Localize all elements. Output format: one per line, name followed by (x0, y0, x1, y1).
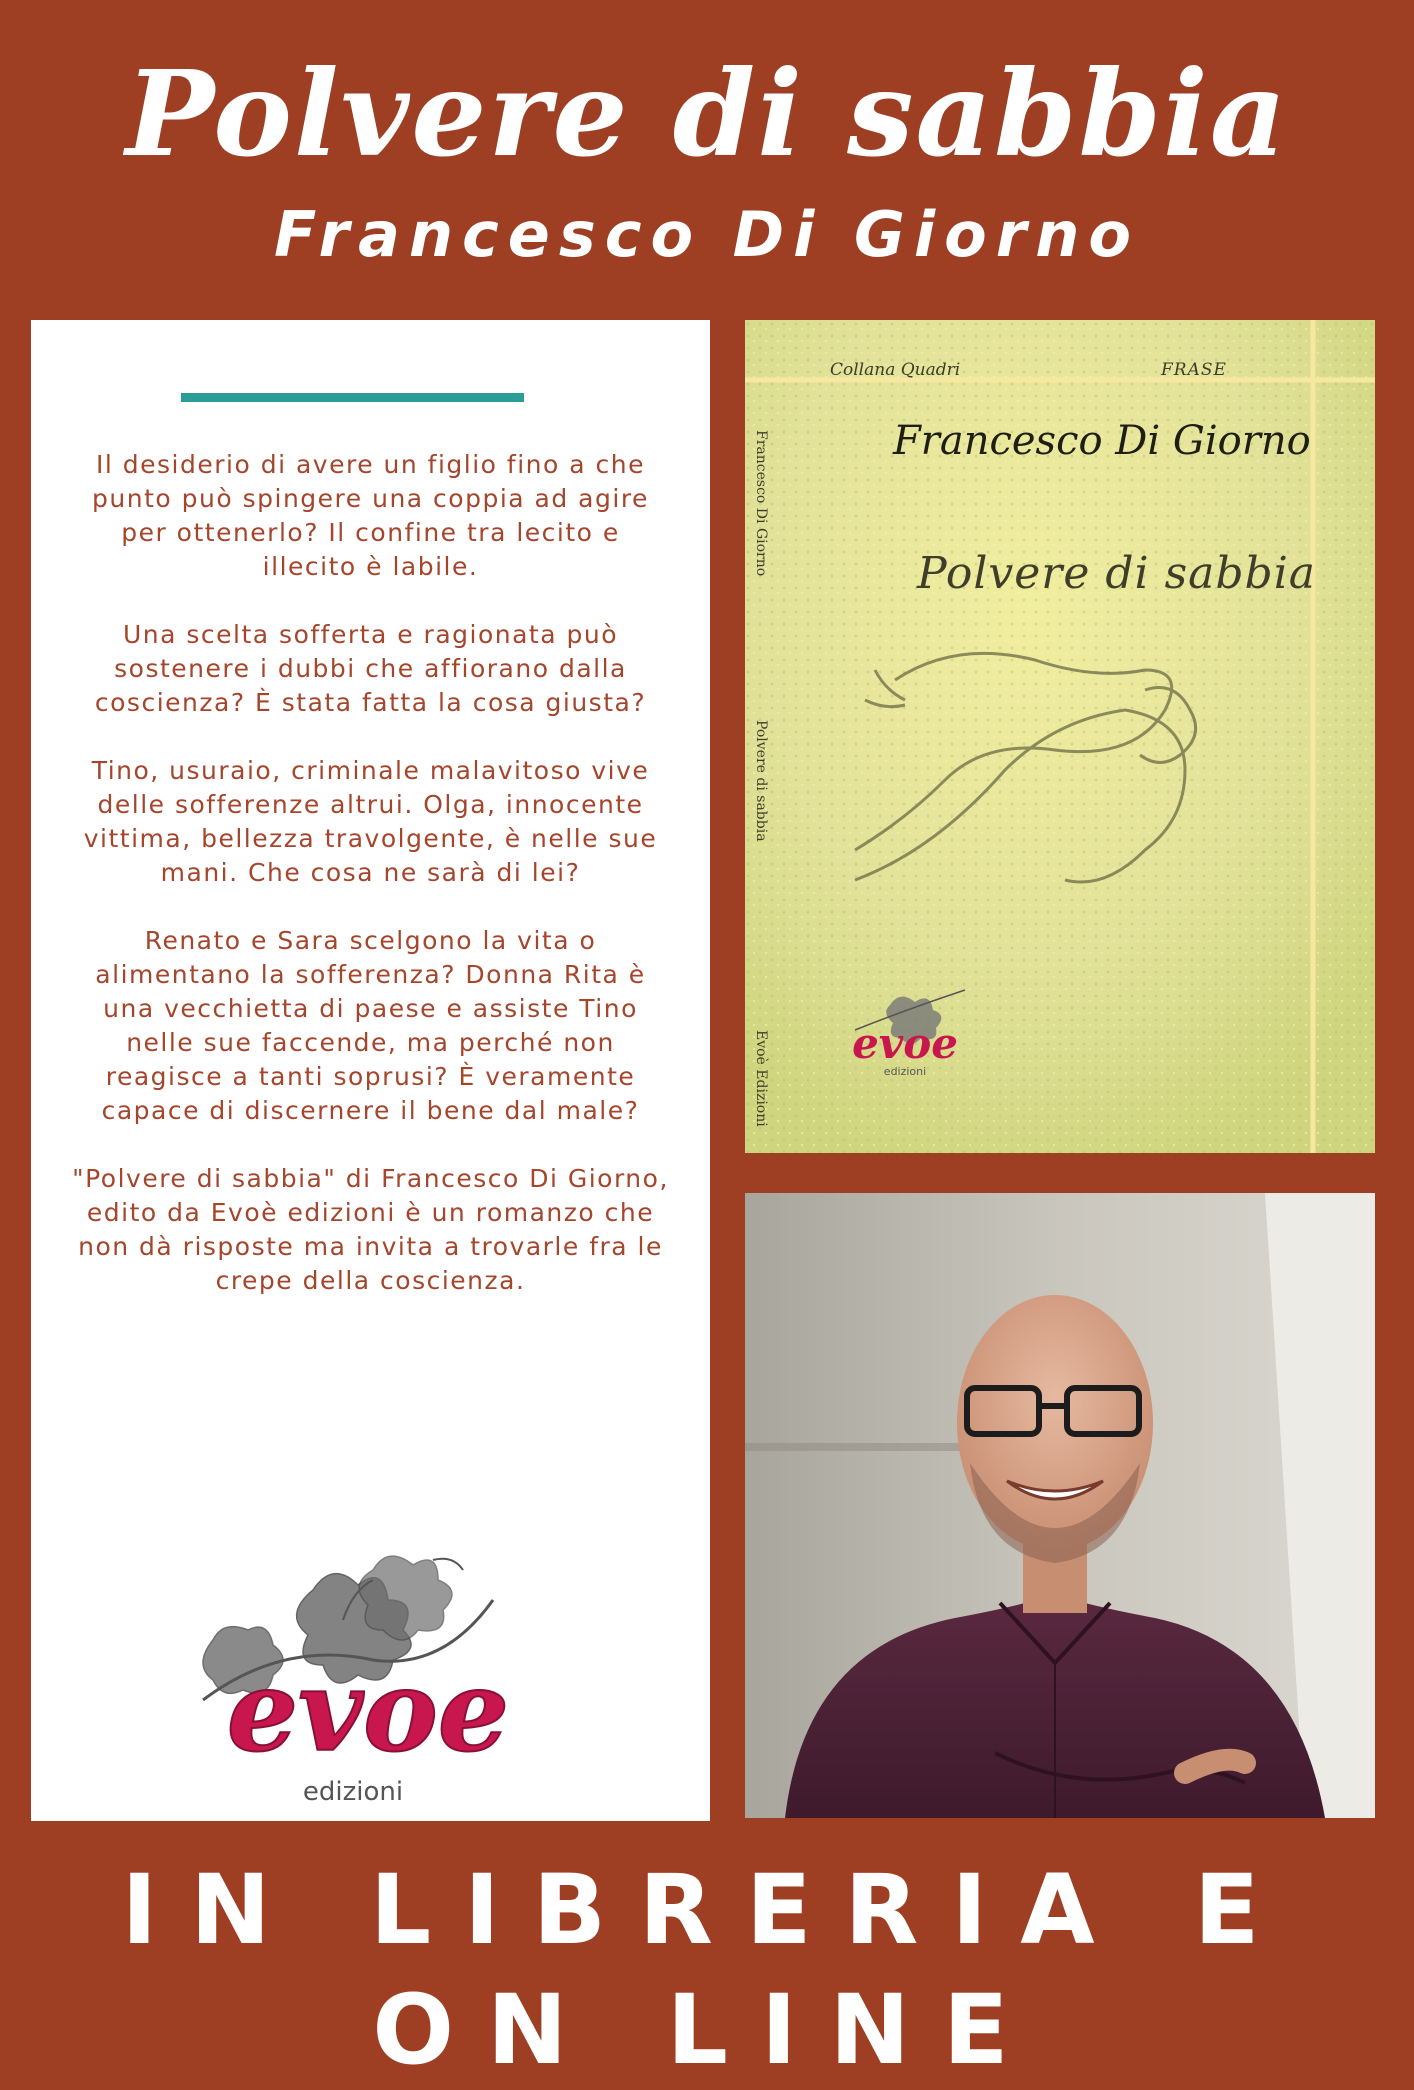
cover-spine (753, 430, 779, 1130)
accent-divider (181, 393, 524, 402)
poster-author: Francesco Di Giorno (273, 198, 1141, 271)
synopsis-paragraph: Tino, usuraio, criminale malavitoso vive delle sofferenze altrui. Olga, innocente vittima, bellezza travolgente, è nelle sue mani. Che cosa ne sarà di lei? (83, 756, 658, 887)
cover-logo-subtitle: edizioni (883, 1065, 927, 1078)
spine-author: Francesco Di Giorno (753, 430, 769, 577)
poster-title: Polvere di sabbia (125, 44, 1289, 183)
spine-title: Polvere di sabbia (753, 720, 769, 842)
book-cover (745, 320, 1375, 1153)
synopsis-paragraph: "Polvere di sabbia" di Francesco Di Giorno, edito da Evoè edizioni è un romanzo che non dà risposte ma invita a trovarle fra le crepe della coscienza. (72, 1164, 669, 1295)
publisher-subtitle: edizioni (302, 1777, 404, 1807)
synopsis-panel (31, 320, 710, 1821)
author-photo (745, 1193, 1375, 1818)
cover-logo-wordmark: evoe (852, 1019, 958, 1068)
synopsis-paragraph: Renato e Sara scelgono la vita o alimentano la sofferenza? Donna Rita è una vecchietta di paese e assiste Tino nelle sue faccende, ma perché non reagisce a tanti soprusi? È veramente capace di discernere il bene dal male? (95, 926, 646, 1125)
synopsis-text (71, 448, 670, 1332)
synopsis-paragraph: Il desiderio di avere un figlio fino a che punto può spingere una coppia ad agire per ottenerlo? Il confine tra lecito e illecito è labile. (92, 450, 649, 581)
spine-publisher: Evoè Edizioni (753, 1030, 769, 1127)
cover-frase: FRASE (1161, 360, 1227, 380)
cover-series: Collana Quadri (830, 360, 961, 380)
publisher-wordmark: evoe (226, 1646, 510, 1777)
publisher-logo (193, 1550, 553, 1810)
availability-banner: IN LIBRERIA E ON LINE (121, 1854, 1293, 2086)
cover-title: Polvere di sabbia (917, 548, 1317, 599)
author-portrait (745, 1193, 1375, 1818)
synopsis-paragraph: Una scelta sofferta e ragionata può sostenere i dubbi che affiorano dalla coscienza? È stata fatta la cosa giusta? (94, 620, 647, 717)
cover-publisher-logo (850, 980, 970, 1080)
cover-author: Francesco Di Giorno (893, 418, 1311, 464)
